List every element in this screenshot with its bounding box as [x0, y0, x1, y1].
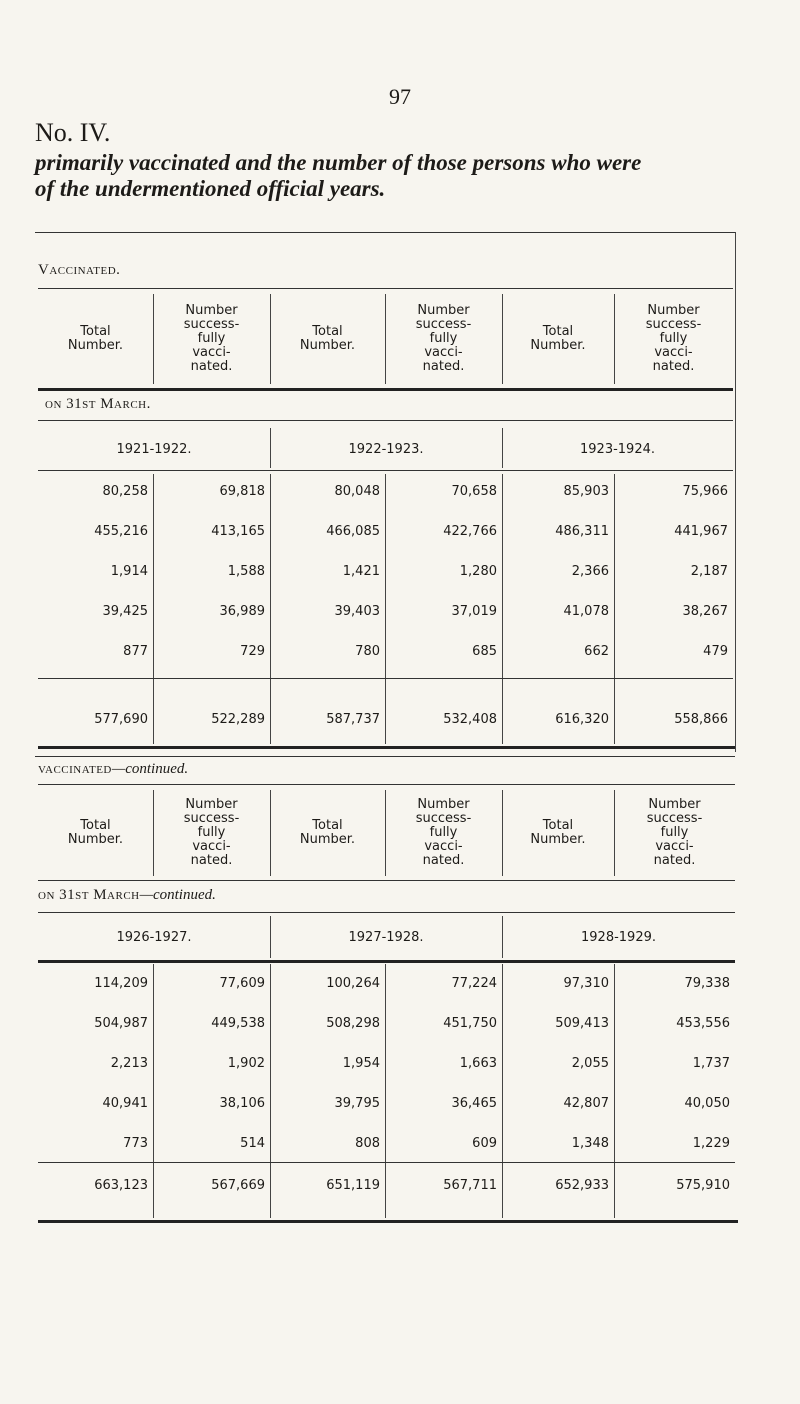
totals-rule [38, 678, 733, 679]
header-total-number: Total Number. [530, 818, 586, 847]
heading-continued: —continued. [111, 761, 189, 777]
column-rule [270, 294, 271, 384]
year-label-1927-1928: 1927-1928. [348, 930, 424, 945]
column-rule [502, 790, 503, 876]
table-cell: 508,298 [326, 1016, 380, 1031]
table-cell: 75,966 [682, 484, 728, 499]
header-successfully-vaccinated: Number success- fully vacci- nated. [646, 797, 703, 868]
column-rule [502, 294, 503, 384]
total-cell: 567,711 [443, 1178, 497, 1193]
header-successfully-vaccinated: Number success- fully vacci- nated. [183, 303, 240, 374]
header-successfully-vaccinated: Number success- fully vacci- nated. [183, 797, 240, 868]
year-label-1922-1923: 1922-1923. [348, 442, 424, 457]
year-bottom-rule [38, 960, 735, 963]
table-cell: 514 [240, 1136, 265, 1151]
table-cell: 451,750 [443, 1016, 497, 1031]
total-cell: 575,910 [676, 1178, 730, 1193]
table-cell: 39,425 [102, 604, 148, 619]
header-total-number: Total Number. [299, 818, 356, 847]
table-cell: 1,229 [692, 1136, 730, 1151]
year-rule [502, 428, 503, 468]
header-total-number: Total Number. [67, 818, 124, 847]
header-total-number: Total Number. [67, 324, 124, 353]
table-cell: 2,366 [571, 564, 609, 579]
table-cell: 2,187 [690, 564, 728, 579]
header-total-number: Total Number. [530, 324, 586, 353]
total-cell: 577,690 [94, 712, 148, 727]
table-cell: 85,903 [563, 484, 609, 499]
column-rule [153, 790, 154, 876]
section-title: No. IV. [35, 118, 111, 147]
table-cell: 80,048 [334, 484, 380, 499]
table-cell: 1,954 [342, 1056, 380, 1071]
table-cell: 466,085 [326, 524, 380, 539]
total-cell: 616,320 [555, 712, 609, 727]
page-number: 97 [389, 84, 411, 109]
subheading-rule [38, 420, 733, 421]
table-cell: 80,258 [102, 484, 148, 499]
total-cell: 522,289 [211, 712, 265, 727]
table-cell: 41,078 [563, 604, 609, 619]
subheading-text: on 31st March [38, 887, 140, 903]
table-cell: 100,264 [326, 976, 380, 991]
table-cell: 39,795 [334, 1096, 380, 1111]
table-cell: 877 [123, 644, 148, 659]
table-cell: 504,987 [94, 1016, 148, 1031]
table-cell: 808 [355, 1136, 380, 1151]
total-cell: 558,866 [674, 712, 728, 727]
header-bottom-rule [38, 388, 733, 391]
total-cell: 652,933 [555, 1178, 609, 1193]
table-cell: 662 [584, 644, 609, 659]
table-top-rule [35, 756, 735, 757]
caption-line-1: primarily vaccinated and the number of those persons who were [35, 150, 642, 175]
total-cell: 651,119 [326, 1178, 380, 1193]
table-heading: Vaccinated. [38, 262, 121, 278]
table-cell: 455,216 [94, 524, 148, 539]
table-subheading: on 31st March. [45, 396, 151, 412]
table-top-rule [35, 232, 735, 233]
year-label-1921-1922: 1921-1922. [116, 442, 192, 457]
column-rule [270, 790, 271, 876]
table-cell: 39,403 [334, 604, 380, 619]
total-cell: 567,669 [211, 1178, 265, 1193]
table-cell: 453,556 [676, 1016, 730, 1031]
table-cell: 40,050 [684, 1096, 730, 1111]
table-cell: 36,465 [451, 1096, 497, 1111]
header-successfully-vaccinated: Number success- fully vacci- nated. [645, 303, 702, 374]
table-heading [38, 760, 188, 778]
table-cell: 441,967 [674, 524, 728, 539]
year-bottom-rule [38, 470, 733, 471]
table-cell: 79,338 [684, 976, 730, 991]
year-rule [502, 916, 503, 958]
table-cell: 1,914 [110, 564, 148, 579]
header-successfully-vaccinated: Number success- fully vacci- nated. [415, 797, 472, 868]
subheading-continued: —continued. [139, 887, 216, 903]
table-cell: 449,538 [211, 1016, 265, 1031]
table-cell: 77,224 [451, 976, 497, 991]
subheading-rule [38, 912, 735, 913]
table-cell: 609 [472, 1136, 497, 1151]
table-cell: 1,902 [227, 1056, 265, 1071]
year-rule [270, 916, 271, 958]
table-subheading [38, 886, 216, 904]
table-cell: 114,209 [94, 976, 148, 991]
column-rule [153, 294, 154, 384]
table-cell: 37,019 [451, 604, 497, 619]
total-cell: 587,737 [326, 712, 380, 727]
total-cell: 532,408 [443, 712, 497, 727]
table-cell: 38,106 [219, 1096, 265, 1111]
table-cell: 97,310 [563, 976, 609, 991]
table-cell: 780 [355, 644, 380, 659]
table-cell: 729 [240, 644, 265, 659]
table-cell: 70,658 [451, 484, 497, 499]
table-cell: 38,267 [682, 604, 728, 619]
column-rule [614, 790, 615, 876]
header-top-rule [38, 784, 735, 785]
table-cell: 413,165 [211, 524, 265, 539]
header-successfully-vaccinated: Number success- fully vacci- nated. [415, 303, 472, 374]
table-cell: 422,766 [443, 524, 497, 539]
table-bottom-rule [38, 746, 735, 749]
table-cell: 2,055 [571, 1056, 609, 1071]
table-cell: 69,818 [219, 484, 265, 499]
caption-line-2: of the undermentioned official years. [35, 176, 386, 201]
heading-text: vaccinated [38, 761, 112, 777]
year-label-1923-1924: 1923-1924. [580, 442, 655, 457]
table-cell: 509,413 [555, 1016, 609, 1031]
column-rule [385, 790, 386, 876]
table-cell: 1,737 [692, 1056, 730, 1071]
header-total-number: Total Number. [299, 324, 356, 353]
table-cell: 2,213 [110, 1056, 148, 1071]
table-cell: 685 [472, 644, 497, 659]
table-bottom-rule [38, 1220, 738, 1223]
table-cell: 36,989 [219, 604, 265, 619]
year-label-1928-1929: 1928-1929. [581, 930, 656, 945]
table-cell: 1,421 [342, 564, 380, 579]
totals-rule [38, 1162, 735, 1163]
table-cell: 1,588 [227, 564, 265, 579]
table-cell: 486,311 [555, 524, 609, 539]
table-cell: 42,807 [563, 1096, 609, 1111]
table-cell: 40,941 [102, 1096, 148, 1111]
table-cell: 773 [123, 1136, 148, 1151]
table-cell: 1,663 [459, 1056, 497, 1071]
header-top-rule [38, 288, 733, 289]
total-cell: 663,123 [94, 1178, 148, 1193]
table-cell: 1,280 [459, 564, 497, 579]
table-right-rule [735, 232, 736, 752]
table-cell: 479 [703, 644, 728, 659]
column-rule [614, 294, 615, 384]
header-bottom-rule [38, 880, 735, 881]
year-rule [270, 428, 271, 468]
column-rule [385, 294, 386, 384]
year-label-1926-1927: 1926-1927. [116, 930, 192, 945]
table-cell: 1,348 [571, 1136, 609, 1151]
table-cell: 77,609 [219, 976, 265, 991]
